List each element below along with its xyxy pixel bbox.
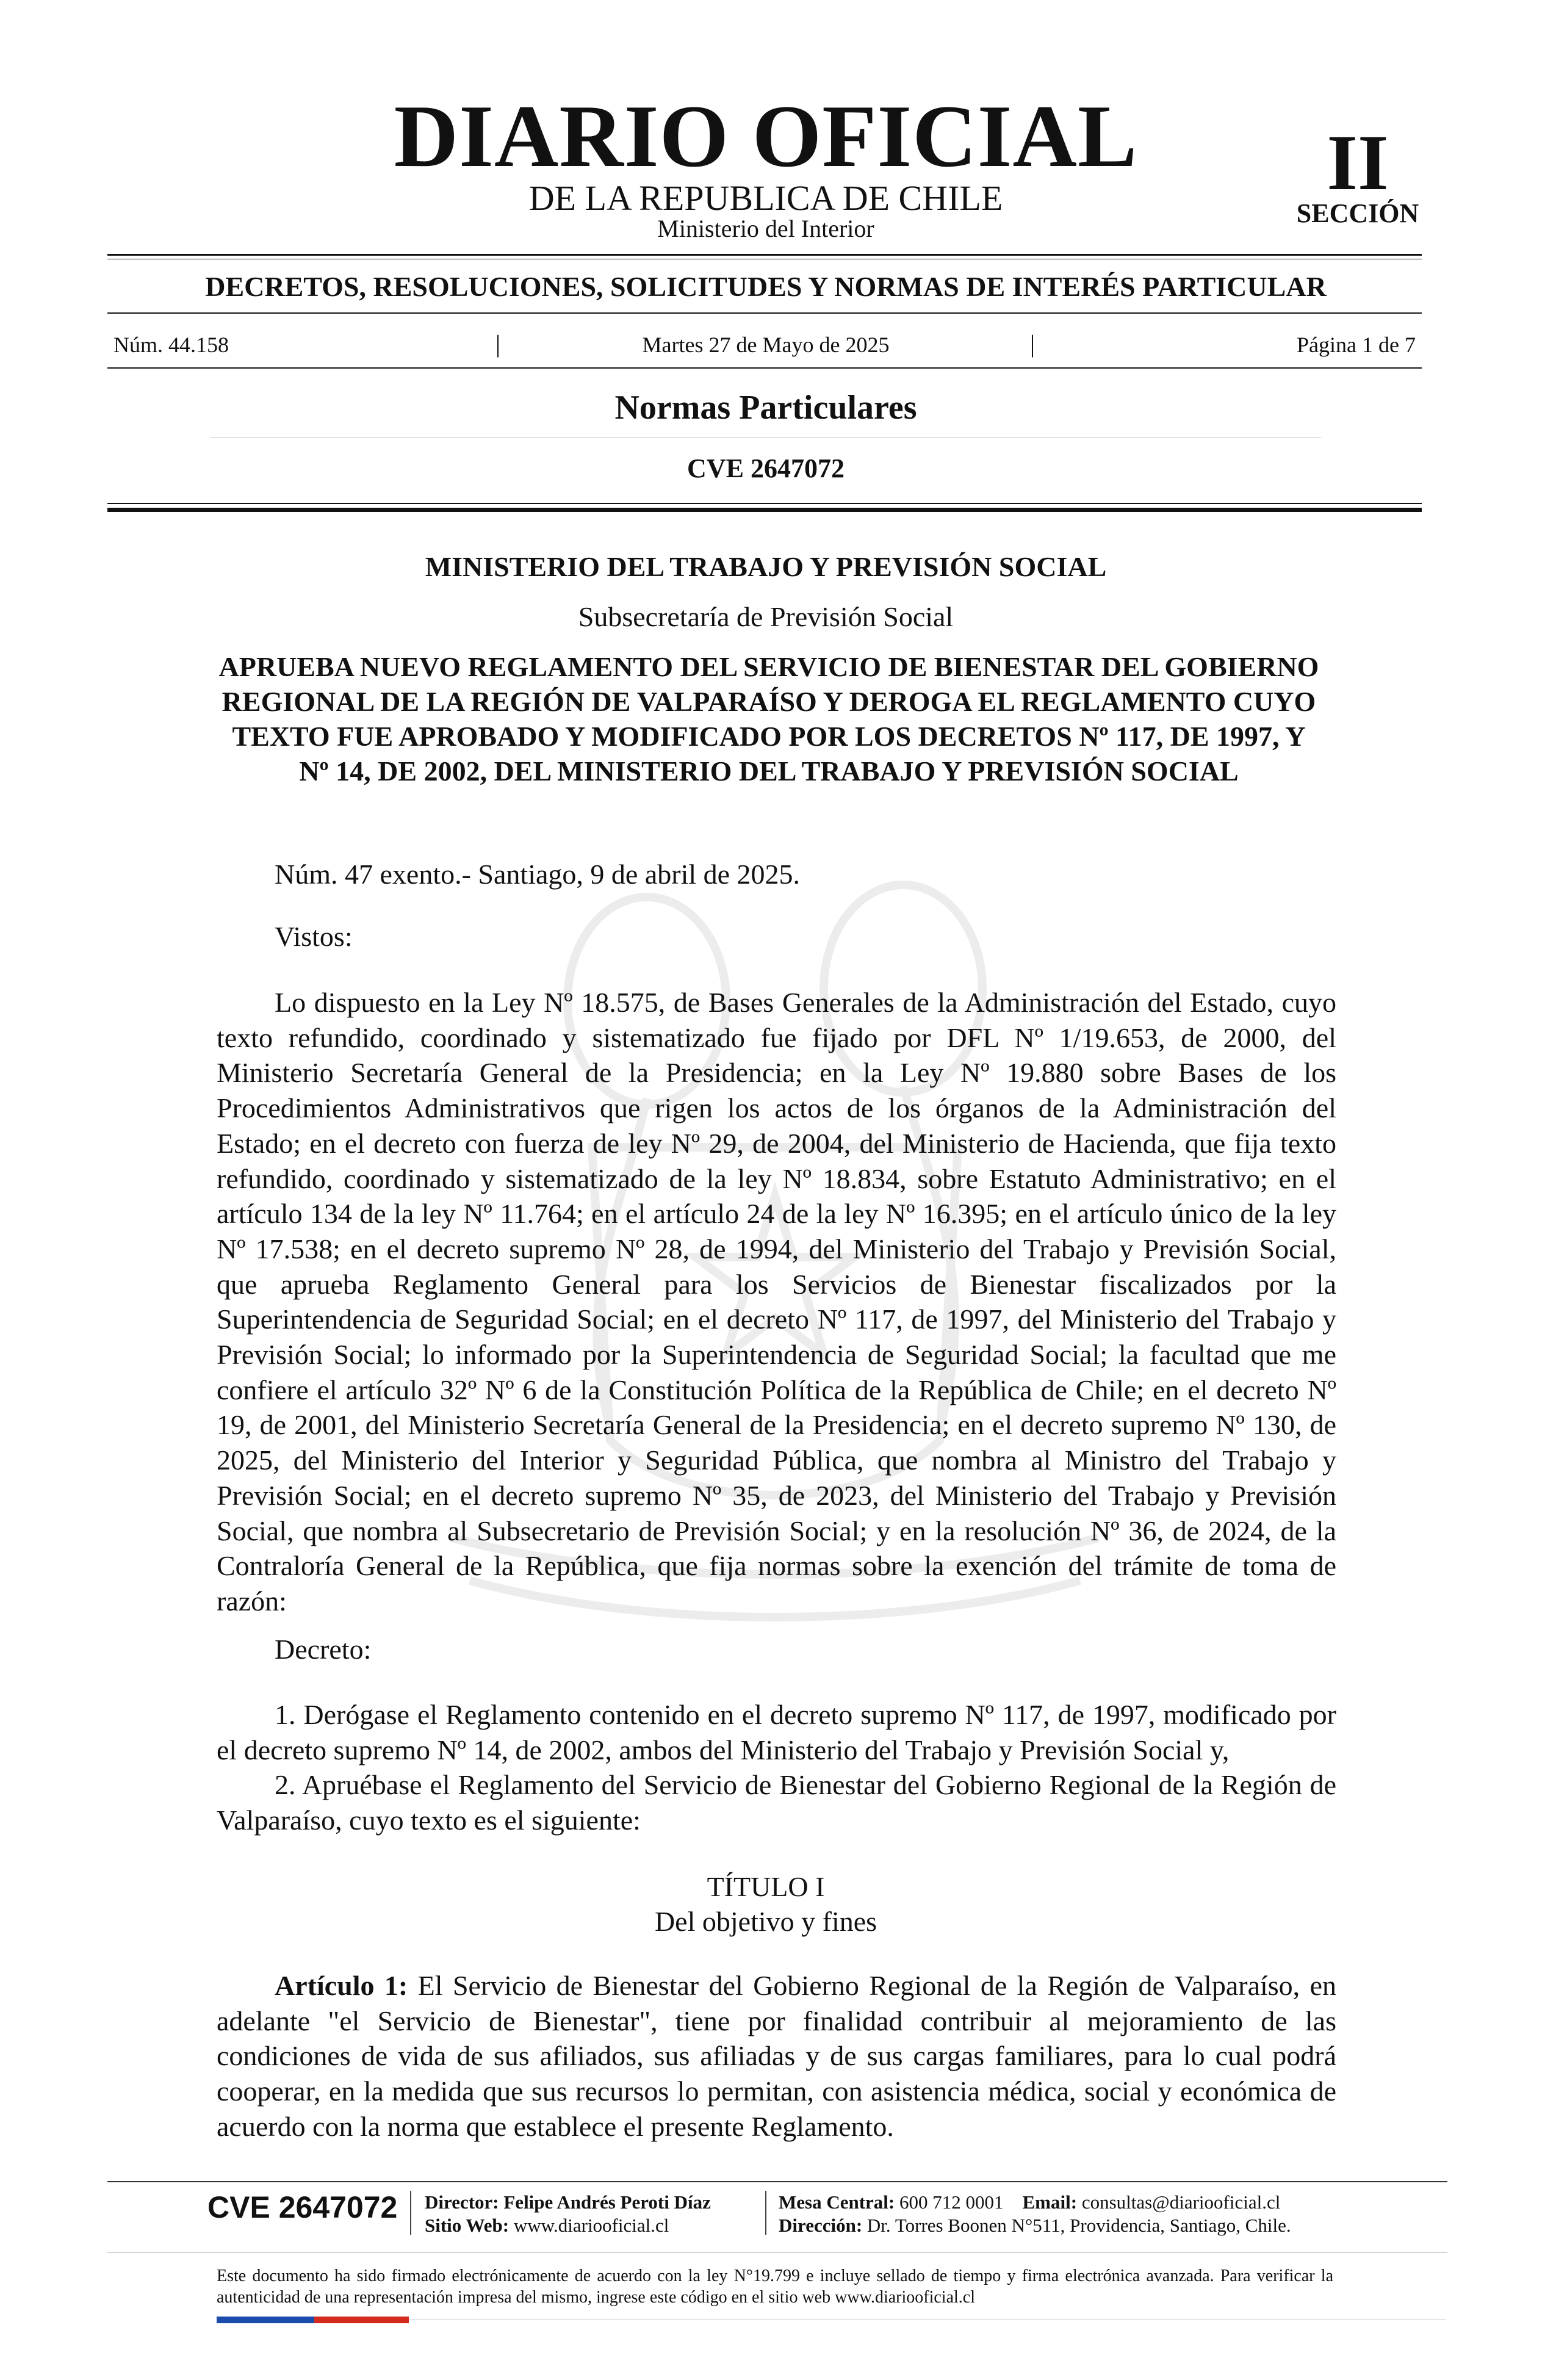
titulo-subheading: Del objetivo y fines — [654, 1906, 877, 1937]
footer-address — [779, 2214, 1291, 2237]
address-label: Dirección: — [779, 2215, 863, 2236]
address-text: Dr. Torres Boonen N°511, Providencia, Santiago, Chile. — [866, 2215, 1291, 2236]
issue-number: Núm. 44.158 — [113, 333, 229, 357]
email-label: Email: — [1022, 2191, 1078, 2213]
masthead: DIARIO OFICIAL — [394, 87, 1138, 186]
footer-divider — [410, 2191, 411, 2235]
page-number: Página 1 de 7 — [1297, 333, 1416, 357]
phone-number: 600 712 0001 — [899, 2191, 1004, 2213]
decree-point-2: 2. Apruébase el Reglamento del Servicio de Bienestar del Gobierno Regional de la Región de Valparaíso, cuyo texto es el siguiente: — [217, 1769, 1336, 1836]
phone-label: Mesa Central: — [779, 2191, 895, 2213]
website-link[interactable]: www.diariooficial.cl — [513, 2215, 669, 2236]
footer-director — [425, 2191, 711, 2214]
director-name: Felipe Andrés Peroti Díaz — [503, 2191, 711, 2213]
footer-divider — [765, 2191, 766, 2235]
website-label: Sitio Web: — [425, 2215, 510, 2236]
section-title: Normas Particulares — [614, 389, 917, 427]
section-rule-thick — [107, 508, 1422, 512]
masthead-subtitle: DE LA REPUBLICA DE CHILE — [528, 178, 1003, 218]
section-rule-thin — [107, 503, 1422, 504]
titulo-heading: TÍTULO I — [707, 1871, 825, 1902]
footer-contact — [779, 2191, 1280, 2214]
footer-cve: CVE 2647072 — [207, 2190, 398, 2224]
section-label: SECCIÓN — [1296, 198, 1419, 228]
decreto-label: Decreto: — [275, 1634, 372, 1665]
vistos-paragraph: Lo dispuesto en la Ley Nº 18.575, de Bases Generales de la Administración del Estado, cuyo texto refundido, coordinado y sistematizado fue fijado por DFL Nº 1/19.653, de 2000, del Ministerio Secretaría General de la Presidencia; en la Ley Nº 19.880 sobre Bases de los Procedimientos Administrativos que rigen los actos de los órganos de la Administración del Estado; en el decreto con fuerza de ley Nº 29, de 2004, del Ministerio de Hacienda, que fija texto refundido, coordinado y sistematizado de la ley Nº 18.834, sobre Estatuto Administrativo; en el artículo 134 de la ley Nº 11.764; en el artículo 24 de la ley Nº 16.395; en el artículo único de la ley Nº 17.538; en el decreto supremo Nº 28, de 1994, del Ministerio del Trabajo y Previsión Social, que aprueba Reglamento General para los Servicios de Bienestar fiscalizados por la Superintendencia de Seguridad Social; en el decreto Nº 117, de 1997, del Ministerio del Trabajo y Previsión Social; lo informado por la Superintendencia de Seguridad Social; la facultad que me confiere el artículo 32º Nº 6 de la Constitución Política de la República de Chile; en el decreto Nº 19, de 2001, del Ministerio Secretaría General de la Presidencia; en el decreto supremo Nº 130, de 2025, del Ministerio del Interior y Seguridad Pública, que nombra al Ministro del Trabajo y Previsión Social; en el decreto supremo Nº 35, de 2023, del Ministerio del Trabajo y Previsión Social, que nombra al Subsecretario de Previsión Social; y en la resolución Nº 36, de 2024, de la Contraloría General de la República, que fija normas sobre la exención del trámite de toma de razón: — [217, 987, 1336, 1617]
signature-note: Este documento ha sido firmado electrónicamente de acuerdo con la ley N°19.799 e incluye sellado de tiempo y firma electrónica avanzada. Para verificar la autenticidad de una representación impresa del mismo, ingrese este código en el sitio web www.diariooficial.cl — [217, 2266, 1333, 2307]
document-title: APRUEBA NUEVO REGLAMENTO DEL SERVICIO DE BIENESTAR DEL GOBIERNO REGIONAL DE LA REGIÓN DE VALPARAÍSO Y DEROGA EL REGLAMENTO CUYO TEXTO FUE APROBADO Y MODIFICADO POR LOS DECRETOS Nº 117, DE 1997, Y Nº 14, DE 2002, DEL MINISTERIO DEL TRABAJO Y PREVISIÓN SOCIAL — [218, 651, 1319, 787]
article-label: Artículo 1: — [275, 1970, 408, 2001]
header-rule-bottom — [107, 367, 1422, 369]
vistos-label: Vistos: — [275, 921, 353, 952]
issue-separator: | — [1030, 330, 1036, 358]
director-label: Director: — [425, 2191, 499, 2213]
category-banner: DECRETOS, RESOLUCIONES, SOLICITUDES Y NORMAS DE INTERÉS PARTICULAR — [205, 271, 1327, 302]
email-link[interactable]: consultas@diariooficial.cl — [1081, 2191, 1281, 2213]
header-rule-top — [107, 254, 1422, 256]
masthead-ministry: Ministerio del Interior — [657, 215, 874, 242]
footer-rule-top — [107, 2181, 1447, 2182]
article-text: El Servicio de Bienestar del Gobierno Regional de la Región de Valparaíso, en adelante "el Servicio de Bienestar", tiene por finalidad contribuir al mejoramiento de las condiciones de vida de sus afiliados, sus afiliadas y de sus cargas familiares, para lo cual podrá cooperar, en la medida que sus recursos lo permitan, con asistencia médica, social y económica de acuerdo con la norma que establece el presente Reglamento. — [217, 1970, 1336, 2142]
issue-date: Martes 27 de Mayo de 2025 — [642, 333, 890, 357]
article-1 — [217, 1968, 1336, 2144]
section-number: II — [1327, 119, 1389, 207]
footer-website — [425, 2214, 669, 2237]
decree-number-line: Núm. 47 exento.- Santiago, 9 de abril de 2025. — [275, 859, 801, 890]
decree-point-1: 1. Derógase el Reglamento contenido en el decreto supremo Nº 117, de 1997, modificado por el decreto supremo Nº 14, de 2002, ambos del Ministerio del Trabajo y Previsión Social y, — [217, 1699, 1336, 1765]
issue-separator: | — [495, 330, 501, 358]
header-rule-mid — [107, 312, 1422, 314]
flag-stripe-red — [314, 2317, 409, 2323]
ministry-name: MINISTERIO DEL TRABAJO Y PREVISIÓN SOCIAL — [425, 551, 1107, 582]
cve-code: CVE 2647072 — [687, 453, 845, 483]
subsecretaria: Subsecretaría de Previsión Social — [578, 601, 954, 632]
flag-stripe-blue — [217, 2317, 314, 2323]
section-divider — [211, 437, 1321, 438]
